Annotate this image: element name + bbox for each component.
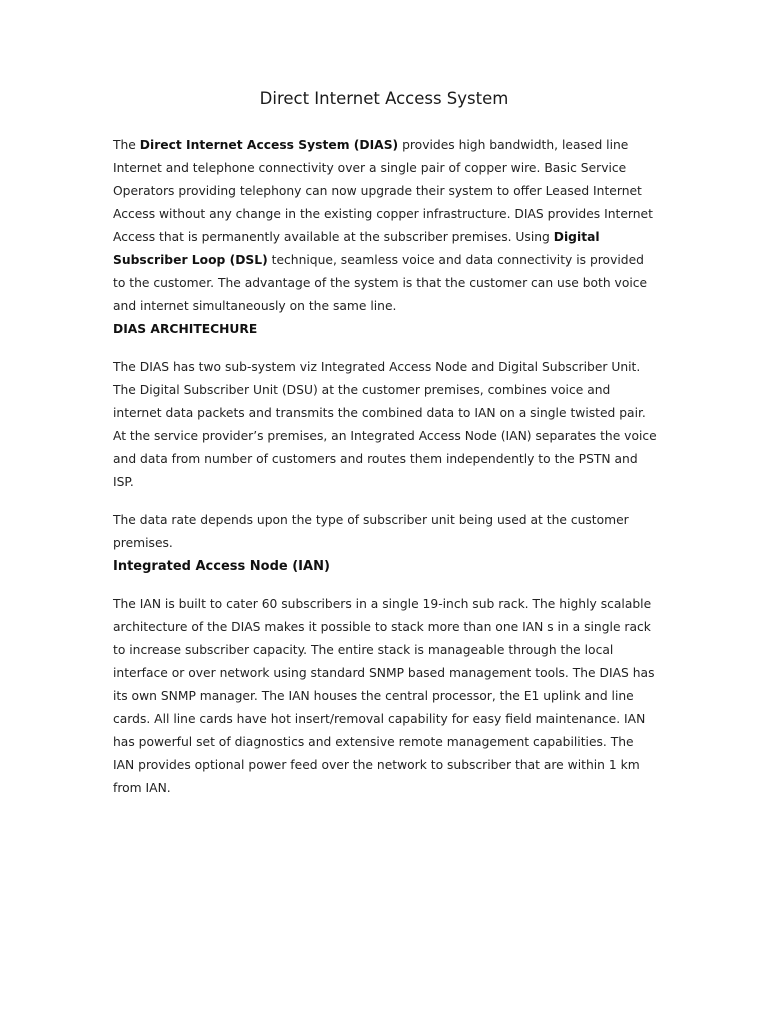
intro-bold-dsl: Digital Subscriber Loop (DSL) <box>113 230 600 267</box>
document-title: Direct Internet Access System <box>259 89 509 108</box>
architecture-paragraph-1: The DIAS has two sub-system viz Integrated Access Node and Digital Subscriber Unit. The Digital Subscriber Unit (DSU) at the customer premises, combines voice and internet data packets and transmits the combined data to IAN on a single twisted pair. At the service provider’s premises, an Integrated Access Node (IAN) separates the voice and data from number of customers and routes them independently to the PSTN and ISP. <box>113 360 657 489</box>
intro-text-1: The <box>113 138 140 152</box>
architecture-paragraph-2: The data rate depends upon the type of subscriber unit being used at the customer premises. <box>113 513 629 550</box>
intro-paragraph <box>113 134 658 318</box>
section-heading-ian: Integrated Access Node (IAN) <box>113 559 330 574</box>
section-heading-architecture: DIAS ARCHITECHURE <box>113 322 258 336</box>
document-body <box>113 134 658 800</box>
intro-text-3: technique, seamless voice and data connectivity is provided to the customer. The advantage of the system is that the customer can use both voice and internet simultaneously on the same line. <box>113 253 648 313</box>
ian-paragraph: The IAN is built to cater 60 subscribers in a single 19-inch sub rack. The highly scalable architecture of the DIAS makes it possible to stack more than one IAN s in a single rack to increase subscriber capacity. The entire stack is manageable through the local interface or over network using standard SNMP based management tools. The DIAS has its own SNMP manager. The IAN houses the central processor, the E1 uplink and line cards. All line cards have hot insert/removal capability for easy field maintenance. IAN has powerful set of diagnostics and extensive remote management capabilities. The IAN provides optional power feed over the network to subscriber that are within 1 km from IAN. <box>113 597 655 795</box>
intro-text-2: provides high bandwidth, leased line Internet and telephone connectivity over a single pair of copper wire. Basic Service Operators providing telephony can now upgrade their system to offer Leased Internet Access without any change in the existing copper infrastructure. DIAS provides Internet Access that is permanently available at the subscriber premises. Using <box>113 138 653 244</box>
intro-bold-dias: Direct Internet Access System (DIAS) <box>139 138 399 152</box>
